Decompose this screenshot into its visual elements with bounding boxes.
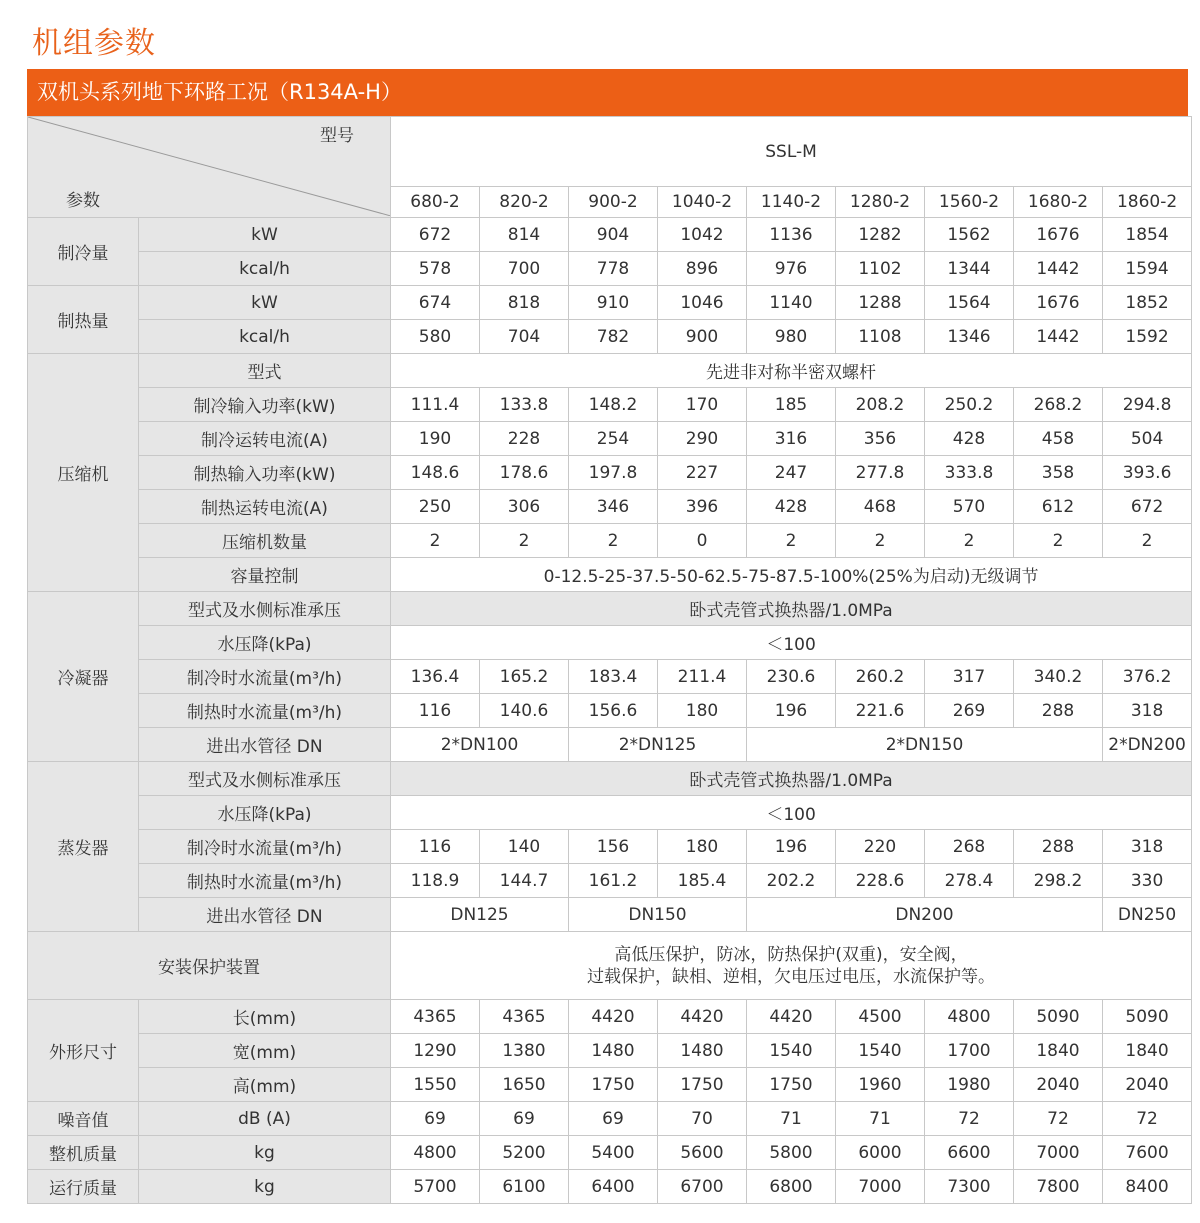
value-cell: 1840 [1103, 1034, 1192, 1068]
param-label: 进出水管径 DN [139, 898, 391, 932]
model-header: 1680-2 [1014, 187, 1103, 218]
value-cell: 70 [658, 1102, 747, 1136]
value-cell: 196 [747, 694, 836, 728]
protection-line-1: 高低压保护，防冰，防热保护(双重)，安全阀， [614, 944, 968, 965]
value-cell: 428 [747, 490, 836, 524]
model-header: 820-2 [480, 187, 569, 218]
merged-value: ＜100 [391, 626, 1192, 660]
value-cell: 8400 [1103, 1170, 1192, 1204]
value-cell: 346 [569, 490, 658, 524]
unit-label: 长(mm) [139, 1000, 391, 1034]
pipe-size-cell: 2*DN100 [391, 728, 569, 762]
value-cell: 330 [1103, 864, 1192, 898]
value-cell: 6700 [658, 1170, 747, 1204]
value-cell: 228 [480, 422, 569, 456]
table-row [28, 830, 1192, 864]
table-row [28, 524, 1192, 558]
value-cell: 504 [1103, 422, 1192, 456]
value-cell: 1564 [925, 286, 1014, 320]
value-cell: 317 [925, 660, 1014, 694]
value-cell: 250.2 [925, 388, 1014, 422]
param-label: 制热时水流量(m³/h) [139, 694, 391, 728]
value-cell: 2 [836, 524, 925, 558]
table-row [28, 898, 1192, 932]
value-cell: 69 [480, 1102, 569, 1136]
value-cell: 268 [925, 830, 1014, 864]
table-row [28, 320, 1192, 354]
value-cell: 376.2 [1103, 660, 1192, 694]
value-cell: 612 [1014, 490, 1103, 524]
value-cell: 4365 [391, 1000, 480, 1034]
value-cell: 180 [658, 830, 747, 864]
table-row [28, 252, 1192, 286]
value-cell: 221.6 [836, 694, 925, 728]
param-label: 制冷输入功率(kW) [139, 388, 391, 422]
value-cell: 1676 [1014, 218, 1103, 252]
value-cell: 4365 [480, 1000, 569, 1034]
value-cell: 782 [569, 320, 658, 354]
table-row [28, 762, 1192, 796]
value-cell: 4800 [391, 1136, 480, 1170]
protection-line-2: 过载保护，缺相、逆相，欠电压过电压，水流保护等。 [587, 966, 996, 987]
table-row [28, 1136, 1192, 1170]
value-cell: 1290 [391, 1034, 480, 1068]
model-header: 900-2 [569, 187, 658, 218]
value-cell: 211.4 [658, 660, 747, 694]
value-cell: 197.8 [569, 456, 658, 490]
value-cell: 140.6 [480, 694, 569, 728]
value-cell: 578 [391, 252, 480, 286]
value-cell: 227 [658, 456, 747, 490]
value-cell: 290 [658, 422, 747, 456]
value-cell: 4420 [569, 1000, 658, 1034]
value-cell: 230.6 [747, 660, 836, 694]
value-cell: 2 [569, 524, 658, 558]
op_mass-label: 运行质量 [28, 1170, 139, 1204]
table-row [28, 422, 1192, 456]
value-cell: 288 [1014, 694, 1103, 728]
value-cell: 1380 [480, 1034, 569, 1068]
unit-label: kcal/h [139, 320, 391, 354]
value-cell: 1540 [836, 1034, 925, 1068]
value-cell: 5090 [1103, 1000, 1192, 1034]
value-cell: 250 [391, 490, 480, 524]
protection-value [391, 932, 1192, 1000]
value-cell: 428 [925, 422, 1014, 456]
value-cell: 1136 [747, 218, 836, 252]
value-cell: 458 [1014, 422, 1103, 456]
value-cell: 7000 [836, 1170, 925, 1204]
param-label: 压缩机数量 [139, 524, 391, 558]
value-cell: 6100 [480, 1170, 569, 1204]
value-cell: 298.2 [1014, 864, 1103, 898]
pipe-size-cell: DN125 [391, 898, 569, 932]
param-label: 制热运转电流(A) [139, 490, 391, 524]
value-cell: 1840 [1014, 1034, 1103, 1068]
value-cell: 1750 [658, 1068, 747, 1102]
value-cell: 72 [1014, 1102, 1103, 1136]
value-cell: 71 [747, 1102, 836, 1136]
pipe-size-cell: 2*DN200 [1103, 728, 1192, 762]
value-cell: 1140 [747, 286, 836, 320]
value-cell: 278.4 [925, 864, 1014, 898]
unit-label: kW [139, 218, 391, 252]
unit-label: kW [139, 286, 391, 320]
merged-value: 先进非对称半密双螺杆 [391, 354, 1192, 388]
value-cell: 180 [658, 694, 747, 728]
spec-table [27, 116, 1192, 1204]
model-header: 1560-2 [925, 187, 1014, 218]
value-cell: 183.4 [569, 660, 658, 694]
value-cell: 1102 [836, 252, 925, 286]
value-cell: 277.8 [836, 456, 925, 490]
value-cell: 2 [391, 524, 480, 558]
value-cell: 5090 [1014, 1000, 1103, 1034]
value-cell: 333.8 [925, 456, 1014, 490]
value-cell: 356 [836, 422, 925, 456]
table-row [28, 354, 1192, 388]
value-cell: 1750 [569, 1068, 658, 1102]
value-cell: 118.9 [391, 864, 480, 898]
value-cell: 6800 [747, 1170, 836, 1204]
value-cell: 318 [1103, 694, 1192, 728]
table-row [28, 1034, 1192, 1068]
unit-label: kcal/h [139, 252, 391, 286]
value-cell: 674 [391, 286, 480, 320]
value-cell: 178.6 [480, 456, 569, 490]
value-cell: 7300 [925, 1170, 1014, 1204]
value-cell: 5400 [569, 1136, 658, 1170]
value-cell: 156.6 [569, 694, 658, 728]
value-cell: 1108 [836, 320, 925, 354]
value-cell: 778 [569, 252, 658, 286]
table-row [28, 626, 1192, 660]
value-cell: 1480 [658, 1034, 747, 1068]
unit-label: kg [139, 1170, 391, 1204]
value-cell: 4420 [747, 1000, 836, 1034]
value-cell: 196 [747, 830, 836, 864]
value-cell: 170 [658, 388, 747, 422]
pipe-size-cell: DN150 [569, 898, 747, 932]
value-cell: 814 [480, 218, 569, 252]
value-cell: 161.2 [569, 864, 658, 898]
value-cell: 1442 [1014, 252, 1103, 286]
value-cell: 904 [569, 218, 658, 252]
value-cell: 6000 [836, 1136, 925, 1170]
param-label: 容量控制 [139, 558, 391, 592]
model-header: 1280-2 [836, 187, 925, 218]
value-cell: 2040 [1014, 1068, 1103, 1102]
table-row [28, 456, 1192, 490]
model-header: 680-2 [391, 187, 480, 218]
value-cell: 1592 [1103, 320, 1192, 354]
condenser-label: 冷凝器 [28, 592, 139, 762]
value-cell: 1480 [569, 1034, 658, 1068]
unit-label: 宽(mm) [139, 1034, 391, 1068]
value-cell: 2 [1014, 524, 1103, 558]
value-cell: 318 [1103, 830, 1192, 864]
param-label: 型式及水侧标准承压 [139, 762, 391, 796]
table-row [28, 1068, 1192, 1102]
value-cell: 1046 [658, 286, 747, 320]
unit-label: kg [139, 1136, 391, 1170]
model-header: 1140-2 [747, 187, 836, 218]
value-cell: 288 [1014, 830, 1103, 864]
value-cell: 133.8 [480, 388, 569, 422]
value-cell: 247 [747, 456, 836, 490]
value-cell: 580 [391, 320, 480, 354]
value-cell: 190 [391, 422, 480, 456]
dimensions-label: 外形尺寸 [28, 1000, 139, 1102]
value-cell: 6600 [925, 1136, 1014, 1170]
unit-label: dB (A) [139, 1102, 391, 1136]
value-cell: 896 [658, 252, 747, 286]
merged-value: ＜100 [391, 796, 1192, 830]
pipe-size-cell: DN200 [747, 898, 1103, 932]
value-cell: 269 [925, 694, 1014, 728]
value-cell: 340.2 [1014, 660, 1103, 694]
table-row [28, 660, 1192, 694]
pipe-size-cell: DN250 [1103, 898, 1192, 932]
value-cell: 1980 [925, 1068, 1014, 1102]
value-cell: 260.2 [836, 660, 925, 694]
value-cell: 700 [480, 252, 569, 286]
unit-label: 高(mm) [139, 1068, 391, 1102]
section-banner: 双机头系列地下环路工况（R134A-H） [27, 69, 1188, 116]
value-cell: 5600 [658, 1136, 747, 1170]
merged-value: 卧式壳管式换热器/1.0MPa [391, 592, 1192, 626]
value-cell: 69 [569, 1102, 658, 1136]
value-cell: 116 [391, 830, 480, 864]
value-cell: 148.6 [391, 456, 480, 490]
value-cell: 72 [925, 1102, 1014, 1136]
param-label: 制热时水流量(m³/h) [139, 864, 391, 898]
value-cell: 818 [480, 286, 569, 320]
value-cell: 148.2 [569, 388, 658, 422]
value-cell: 393.6 [1103, 456, 1192, 490]
value-cell: 7600 [1103, 1136, 1192, 1170]
evaporator-label: 蒸发器 [28, 762, 139, 932]
value-cell: 900 [658, 320, 747, 354]
value-cell: 704 [480, 320, 569, 354]
value-cell: 7800 [1014, 1170, 1103, 1204]
table-row [28, 117, 1192, 187]
model-header: 1860-2 [1103, 187, 1192, 218]
table-row [28, 796, 1192, 830]
table-row [28, 558, 1192, 592]
value-cell: 111.4 [391, 388, 480, 422]
value-cell: 71 [836, 1102, 925, 1136]
noise-label: 噪音值 [28, 1102, 139, 1136]
table-row [28, 286, 1192, 320]
model-header: 1040-2 [658, 187, 747, 218]
corner-label-model: 型号 [320, 126, 354, 146]
param-label: 型式及水侧标准承压 [139, 592, 391, 626]
param-label: 进出水管径 DN [139, 728, 391, 762]
unit_mass-label: 整机质量 [28, 1136, 139, 1170]
value-cell: 202.2 [747, 864, 836, 898]
table-row [28, 1102, 1192, 1136]
value-cell: 2 [747, 524, 836, 558]
cooling-label: 制冷量 [28, 218, 139, 286]
value-cell: 5700 [391, 1170, 480, 1204]
value-cell: 1676 [1014, 286, 1103, 320]
value-cell: 672 [391, 218, 480, 252]
table-row [28, 1170, 1192, 1204]
value-cell: 1346 [925, 320, 1014, 354]
value-cell: 1852 [1103, 286, 1192, 320]
value-cell: 1550 [391, 1068, 480, 1102]
value-cell: 1594 [1103, 252, 1192, 286]
pipe-size-cell: 2*DN150 [747, 728, 1103, 762]
value-cell: 165.2 [480, 660, 569, 694]
value-cell: 185.4 [658, 864, 747, 898]
value-cell: 72 [1103, 1102, 1192, 1136]
value-cell: 268.2 [1014, 388, 1103, 422]
value-cell: 1750 [747, 1068, 836, 1102]
value-cell: 980 [747, 320, 836, 354]
value-cell: 570 [925, 490, 1014, 524]
table-row [28, 728, 1192, 762]
value-cell: 2 [925, 524, 1014, 558]
value-cell: 5200 [480, 1136, 569, 1170]
value-cell: 1282 [836, 218, 925, 252]
value-cell: 358 [1014, 456, 1103, 490]
param-label: 水压降(kPa) [139, 796, 391, 830]
value-cell: 468 [836, 490, 925, 524]
value-cell: 1562 [925, 218, 1014, 252]
pipe-size-cell: 2*DN125 [569, 728, 747, 762]
table-row [28, 694, 1192, 728]
table-row [28, 932, 1192, 1000]
table-row [28, 864, 1192, 898]
value-cell: 144.7 [480, 864, 569, 898]
corner-label-param: 参数 [66, 191, 100, 211]
value-cell: 7000 [1014, 1136, 1103, 1170]
protection-label: 安装保护装置 [28, 932, 391, 1000]
value-cell: 140 [480, 830, 569, 864]
merged-value: 卧式壳管式换热器/1.0MPa [391, 762, 1192, 796]
value-cell: 294.8 [1103, 388, 1192, 422]
value-cell: 306 [480, 490, 569, 524]
value-cell: 228.6 [836, 864, 925, 898]
value-cell: 4420 [658, 1000, 747, 1034]
table-row [28, 490, 1192, 524]
param-label: 制冷时水流量(m³/h) [139, 660, 391, 694]
value-cell: 672 [1103, 490, 1192, 524]
value-cell: 156 [569, 830, 658, 864]
table-row [28, 388, 1192, 422]
table-row [28, 592, 1192, 626]
value-cell: 5800 [747, 1136, 836, 1170]
value-cell: 1960 [836, 1068, 925, 1102]
value-cell: 0 [658, 524, 747, 558]
param-label: 制热输入功率(kW) [139, 456, 391, 490]
value-cell: 185 [747, 388, 836, 422]
param-label: 水压降(kPa) [139, 626, 391, 660]
value-cell: 1288 [836, 286, 925, 320]
table-row [28, 1000, 1192, 1034]
table-row [28, 218, 1192, 252]
value-cell: 910 [569, 286, 658, 320]
value-cell: 136.4 [391, 660, 480, 694]
value-cell: 6400 [569, 1170, 658, 1204]
value-cell: 976 [747, 252, 836, 286]
value-cell: 1700 [925, 1034, 1014, 1068]
value-cell: 2 [1103, 524, 1192, 558]
page-title: 机组参数 [32, 26, 156, 61]
merged-value: 0-12.5-25-37.5-50-62.5-75-87.5-100%(25%为启动)无级调节 [391, 558, 1192, 592]
value-cell: 69 [391, 1102, 480, 1136]
compressor-label: 压缩机 [28, 354, 139, 592]
param-label: 型式 [139, 354, 391, 388]
value-cell: 4500 [836, 1000, 925, 1034]
value-cell: 2 [480, 524, 569, 558]
value-cell: 2040 [1103, 1068, 1192, 1102]
series-name: SSL-M [391, 117, 1192, 187]
value-cell: 208.2 [836, 388, 925, 422]
value-cell: 1042 [658, 218, 747, 252]
value-cell: 4800 [925, 1000, 1014, 1034]
value-cell: 1650 [480, 1068, 569, 1102]
value-cell: 1540 [747, 1034, 836, 1068]
value-cell: 220 [836, 830, 925, 864]
value-cell: 254 [569, 422, 658, 456]
param-label: 制冷时水流量(m³/h) [139, 830, 391, 864]
value-cell: 116 [391, 694, 480, 728]
value-cell: 1344 [925, 252, 1014, 286]
param-label: 制冷运转电流(A) [139, 422, 391, 456]
value-cell: 316 [747, 422, 836, 456]
heating-label: 制热量 [28, 286, 139, 354]
value-cell: 1442 [1014, 320, 1103, 354]
value-cell: 1854 [1103, 218, 1192, 252]
corner-header-cell [28, 117, 391, 218]
value-cell: 396 [658, 490, 747, 524]
